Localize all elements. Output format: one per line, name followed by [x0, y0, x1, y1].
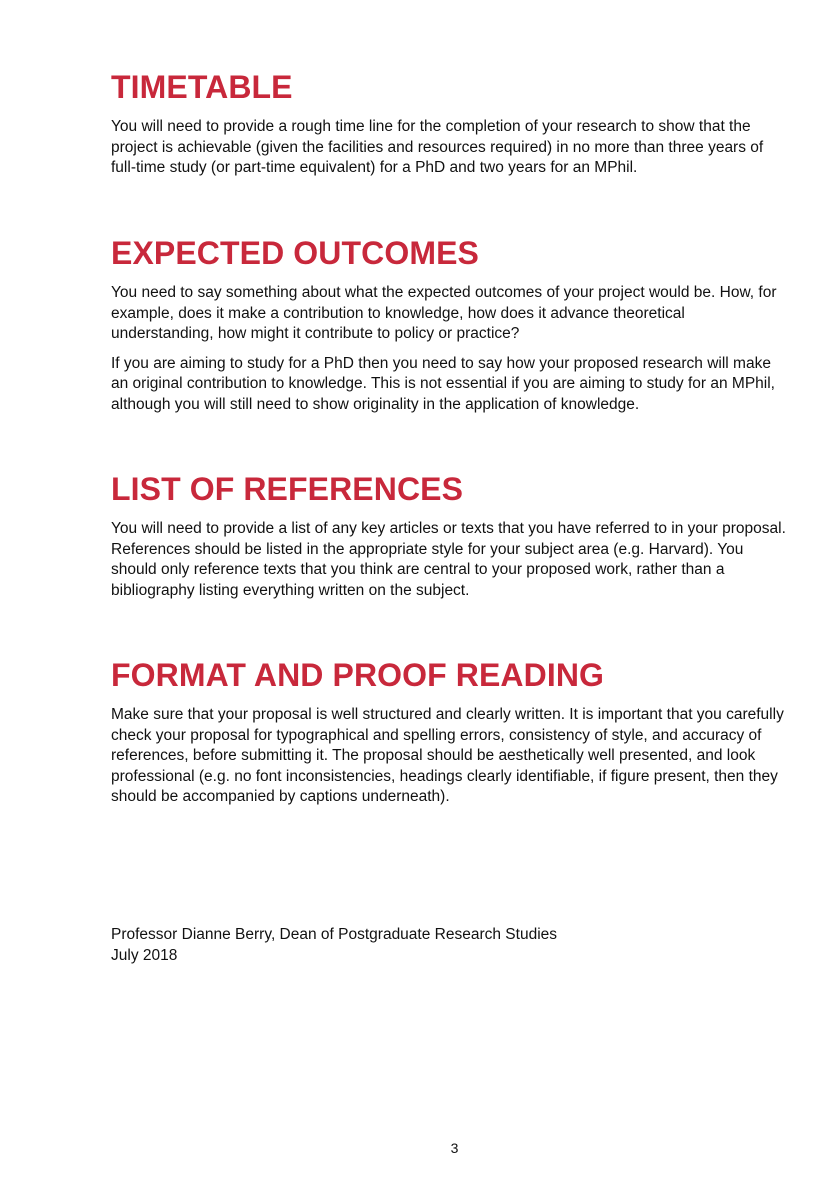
signature-block: [111, 925, 791, 966]
section-heading-format-and-proof-reading: FORMAT AND PROOF READING: [111, 657, 605, 693]
signature-name: Professor Dianne Berry, Dean of Postgraduate Research Studies: [111, 926, 558, 943]
section-paragraph: If you are aiming to study for a PhD then you need to say how your proposed research will make an original contribution to knowledge. This is not essential if you are aiming to study for an MPhil, although you will still need to show originality in the application of knowledge.: [111, 354, 775, 413]
section-timetable: [111, 69, 791, 179]
section-heading-timetable: TIMETABLE: [111, 69, 293, 105]
section-paragraph: You will need to provide a rough time line for the completion of your research to show that the project is achievable (given the facilities and resources required) in no more than three years of full-time study (or part-time equivalent) for a PhD and two years for an MPhil.: [111, 118, 764, 176]
section-list-of-references: [111, 471, 791, 601]
section-heading-expected-outcomes: EXPECTED OUTCOMES: [111, 235, 479, 271]
signature-date: July 2018: [111, 946, 178, 964]
section-paragraph: You need to say something about what the expected outcomes of your project would be. How, for example, does it make a contribution to knowledge, how does it advance theoretical understanding, how might it contribute to policy or practice?: [111, 284, 777, 342]
section-expected-outcomes: [111, 235, 791, 415]
section-format-and-proof-reading: [111, 657, 791, 808]
section-heading-list-of-references: LIST OF REFERENCES: [111, 471, 464, 507]
page-number: 3: [450, 1140, 459, 1156]
section-paragraph: Make sure that your proposal is well structured and clearly written. It is important that you carefully check your proposal for typographical and spelling errors, consistency of style, and accuracy of references, before submitting it. The proposal should be aesthetically well presented, and look professional (e.g. no font inconsistencies, headings clearly identifiable, if figure present, then they should be accompanied by captions underneath).: [111, 706, 784, 805]
section-paragraph: You will need to provide a list of any key articles or texts that you have referred to in your proposal. References should be listed in the appropriate style for your subject area (e.g. Harvard). You should only reference texts that you think are central to your proposed work, rather than a bibliography listing everything written on the subject.: [111, 520, 786, 599]
